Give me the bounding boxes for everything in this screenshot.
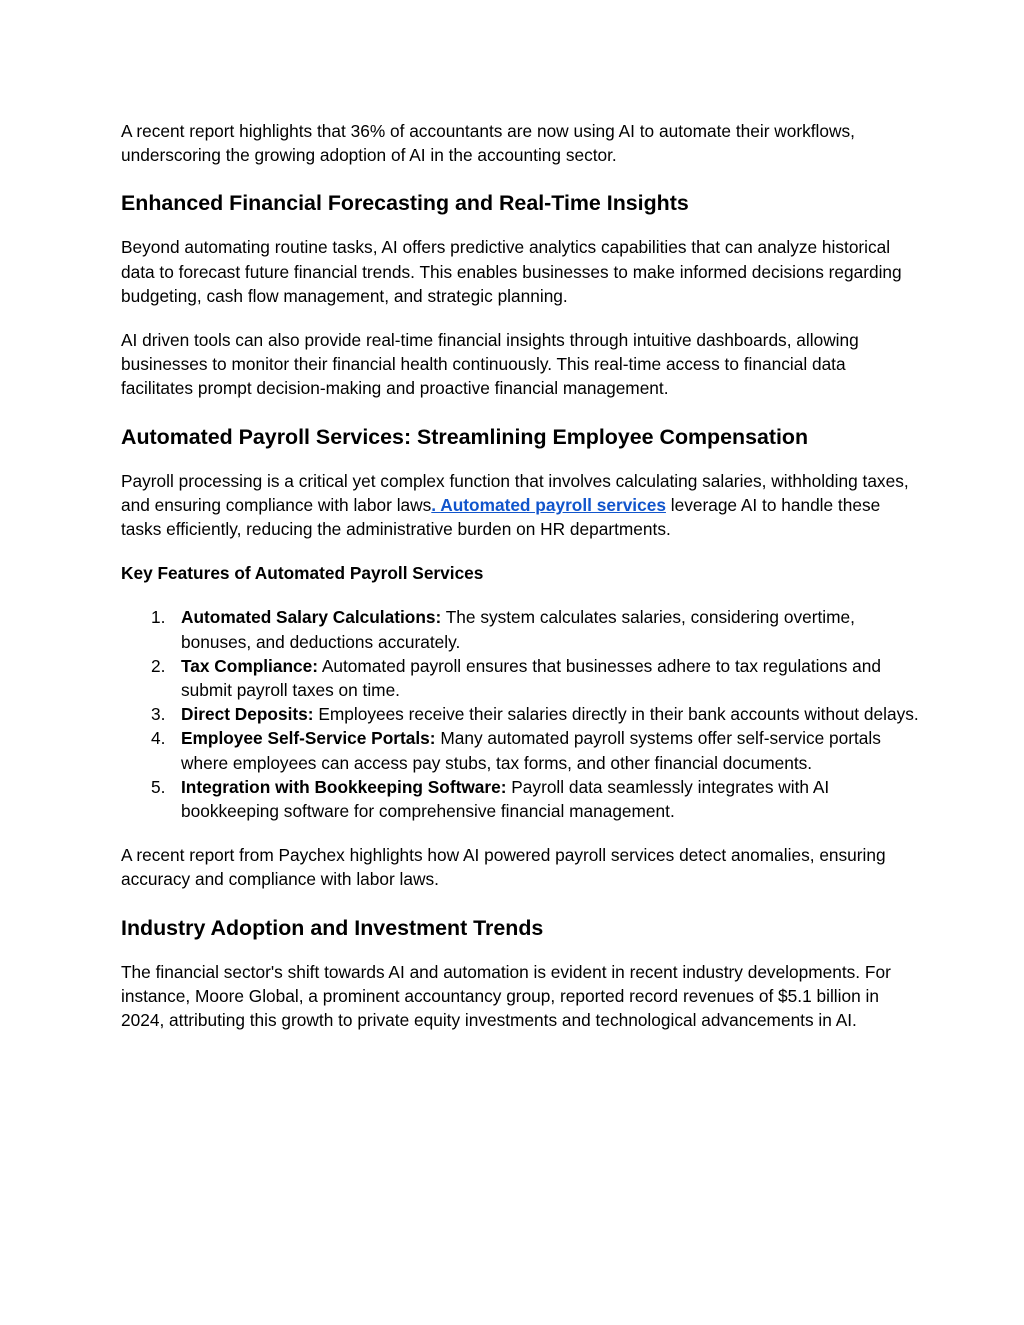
list-number: 5. (151, 776, 166, 797)
payroll-text-after-link: leverage AI to handle these tasks efficiently, reducing the administrative burden on HR departments. (121, 494, 881, 540)
list-number: 4. (151, 728, 166, 749)
feature-text: Employees receive their salaries directly in their bank accounts without delays. (313, 704, 919, 725)
forecasting-paragraph-1: Beyond automating routine tasks, AI offers predictive analytics capabilities that can analyze historical data to forecast future financial trends. This enables businesses to make informed decisions regarding budgeting, cash flow management, and strategic planning. (121, 237, 902, 306)
payroll-paragraph (121, 469, 921, 542)
feature-text: Payroll data seamlessly integrates with AI bookkeeping software for comprehensive financial management. (181, 776, 830, 822)
automated-payroll-link[interactable]: . Automated payroll services (431, 494, 666, 515)
industry-paragraph: The financial sector's shift towards AI and automation is evident in recent industry developments. For instance, Moore Global, a prominent accountancy group, reported record revenues of $5.1 billion in 2024, attributing this growth to private equity investments and technological advancements in AI. (121, 961, 891, 1031)
list-item (121, 775, 921, 823)
section-heading-industry: Industry Adoption and Investment Trends (121, 915, 544, 940)
feature-title: Direct Deposits: (181, 704, 314, 725)
list-item (121, 726, 921, 774)
list-number: 2. (151, 655, 166, 676)
feature-text: The system calculates salaries, considering overtime, bonuses, and deductions accurately. (181, 607, 855, 652)
list-item (121, 605, 921, 653)
feature-text: Many automated payroll systems offer self-service portals where employees can access pay stubs, tax forms, and other financial documents. (181, 728, 881, 773)
payroll-text-before-link: Payroll processing is a critical yet complex function that involves calculating salaries, withholding taxes, and ensuring compliance with labor laws (121, 470, 909, 515)
list-number: 1. (151, 607, 166, 628)
paychex-paragraph: A recent report from Paychex highlights how AI powered payroll services detect anomalies, ensuring accuracy and compliance with labor laws. (121, 845, 886, 890)
features-list (121, 605, 921, 823)
intro-paragraph: A recent report highlights that 36% of accountants are now using AI to automate their workflows, underscoring the growing adoption of AI in the accounting sector. (121, 121, 855, 166)
feature-title: Automated Salary Calculations: (181, 607, 442, 628)
list-item (121, 654, 921, 702)
feature-title: Tax Compliance: (181, 655, 319, 676)
list-item (121, 702, 921, 726)
section-heading-payroll: Automated Payroll Services: Streamlining Employee Compensation (121, 424, 809, 449)
document-page (121, 119, 921, 1032)
section-heading-forecasting: Enhanced Financial Forecasting and Real-Time Insights (121, 191, 689, 216)
key-features-subheading: Key Features of Automated Payroll Services (121, 563, 484, 584)
feature-text: Automated payroll ensures that businesses adhere to tax regulations and submit payroll taxes on time. (181, 655, 881, 701)
forecasting-paragraph-2: AI driven tools can also provide real-time financial insights through intuitive dashboards, allowing businesses to monitor their financial health continuously. This real-time access to financial data facilitates prompt decision-making and proactive financial management. (121, 330, 859, 399)
list-number: 3. (151, 704, 166, 725)
feature-title: Integration with Bookkeeping Software: (181, 776, 507, 797)
feature-title: Employee Self-Service Portals: (181, 728, 436, 749)
